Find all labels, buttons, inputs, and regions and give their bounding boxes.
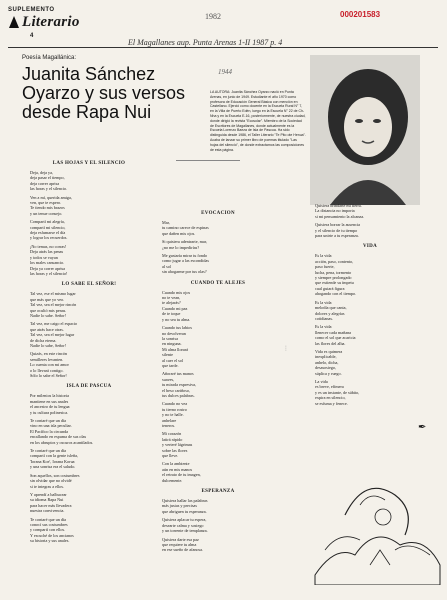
stanza: Es la vida melodía que canta, dolores y alegrías cotidianas.: [315, 299, 347, 321]
stanza: Es la vida llenecer cada mañana como el sol que acaricia las flores del alba.: [315, 324, 356, 346]
supplement-label: SUPLEMENTO: [8, 7, 55, 13]
divider: [176, 160, 240, 161]
stanza: Quisiera hallar las palabras más justas y precisas que abriguen tu esperanza.: [162, 498, 208, 514]
year-stamp: 1982: [205, 12, 221, 21]
poem-title: ISLA DE PASCUA: [66, 384, 112, 390]
stanza: Con la ambiente aún en mis manos el retrato de tu imagen, dulcemente.: [162, 461, 201, 483]
stanza: Quisiera aplacar tu espera, desearte calma y sosiego y un torrente de templanza.: [162, 517, 208, 534]
poem-title: VIDA: [363, 244, 377, 250]
stanza: Quisiera borrar la ausencia y el silencio de tu tiempo para unirte a tu esperanza.: [315, 222, 360, 239]
stanza: Compartí mi alegría, compartí mi silencio, deja esfumarse el día y lograr los recuerdos.: [30, 219, 68, 241]
brand-title: Literario: [22, 14, 80, 30]
stanza: Te contaré que un día compartí con la gente isleña, 'Iorana Koe', Iorana Korua y una sonrisa era el saludo.: [30, 448, 79, 470]
side-note: 1944: [218, 68, 232, 76]
stanza: Añoraré tus manos suaves, tu mirada expresiva, el beso cariñoso, tus dulces palabras.: [162, 371, 197, 398]
stanza: Tal vez, me caigo el espacio que atrás hace otras. Tal vez, sea el mejor lugar de dicha eterna. Nadie lo sabe, Señor!: [30, 321, 78, 348]
stanza: Vida es quimera inexplicable, anhelo, dicha, desasosiego, súplica y ruego.: [315, 348, 343, 376]
stanza: Quizás, en este rincón semilleres levanten. Lo cuenta con mi amor o lo llevará contigo. Sólo lo sabe el Señor!: [30, 351, 69, 378]
header-rule: [8, 47, 438, 48]
stanza: Cuando mis ojos no te vean, te alejarás? Cuando mi paz de te toque y no sea tu alma.: [162, 289, 191, 322]
stanza: ¡No temas, no corras! Deja atrás las penas y todos se vayan los males cansancio. Deja ya correr aprisa las horas y el silencio!: [30, 243, 68, 276]
pen-icon: ✒: [418, 422, 427, 433]
stanza: Y aprendí a balbucear su idioma Rapa Nui para hacer más llevadera nuestra convivencia.: [30, 491, 72, 514]
stanza: Mi corazón latirá rápido y verteré lágrimas sobre las flores que lleve.: [162, 431, 193, 459]
stanza: Te contaré que un día conocí sus costumbres y compartí con ellos. Y escuché de los ancianos su historia y sus anales.: [30, 516, 74, 544]
island-illustration: [305, 455, 443, 585]
photo-caption: LA AUTORA: Juanita Sánchez Oyarzo nació en Punta Arenas, en junio de 1949. Estudiante el año 1970 como profesora de Educación General Básica con mención en Castellano. Ejerció como docente en la Escuela Rural N° 7, en la Villa de Puerto Edén, luego en la Escuela N° 22 de Ch-Nha y en la Escuela E-16, posteriormente, de nuestra ciudad, donde dirigió la revista "Ecosolar". Miembro de la Sociedad de Escritores de Magallanes, donde actualmente es la Escuela Lorenzo Baeza de Isla de Pascua. Ha sido distinguida desde 1986, el Taller Literario "Te Pito ote Henua". Acaba de lanzar su primer libro de poemas titulado "Las hojas del silencio", de donde extractamos las composiciones de esta página.: [210, 90, 306, 152]
section-label: Poesía Magallánica:: [22, 55, 77, 61]
stanza: Mar, tu camino carece de espinas que dañen mis ojos.: [162, 220, 209, 236]
stanza: Por milenios la historia mantiene en sus anales el ancestro de tu lengua y tu cultura polinesica.: [30, 393, 70, 415]
stanza: Quisiera darte esa paz que requiere tu alma en ese sueño de afanosa.: [162, 536, 204, 553]
poem-title: LAS HOJAS Y EL SILENCIO: [52, 161, 126, 166]
stanza: Me gustaría mirar tu fondo como jugar a las escondidas al sol sin ahogarme por tus olas?: [162, 253, 209, 275]
author-photo: [310, 55, 420, 205]
stanza: La vida es breve, efímera y es un instante, de súbito, expira en silencio, se esfuma y fenece.: [315, 378, 360, 406]
column-left: [30, 155, 148, 547]
stanza: Si quisiera adentrarte, mar, ¿no me lo impedirías?: [162, 239, 208, 250]
stanza: Ven a mí, querida amiga, ven, que te espero. Te tiendo mis brazos y un tenue consejo.: [30, 194, 72, 216]
headline: Juanita Sánchez Oyarzo y sus versos desde Rapa Nui: [22, 64, 186, 122]
stanza: Tal vez, ese el mismo lugar que más que yo veo. Tal vez, sea el mejor rincón que ocultó mis penas. Nadie lo sabe. Señor!: [30, 291, 77, 318]
poem-title: CUANDO TE ALEJES: [190, 280, 246, 286]
stanza: Deja, deja ya, deja pasar el tiempo, deja correr aprisa las horas y el silencio.: [30, 170, 68, 192]
brand-icon: [8, 15, 20, 34]
decorative-dots: ⋮: [283, 345, 289, 352]
catalog-stamp: 000201583: [340, 10, 381, 19]
stanza: Quisiera brindarte mi tierra. La distancia no importa si mi pensamiento la alcanza.: [315, 203, 365, 219]
page-number: 4: [30, 33, 34, 39]
stanza: Son aquellos, son costumbres sin olvidar que no olvidé si te integras a ellos.: [30, 472, 80, 489]
stanza: Te contaré que un día vino en una isla peculiar. El Pacífico la circunda encallando en espuma de sus olas en los abruptos y oscuros acantilados.: [30, 418, 94, 445]
stanza: Cuando tus labios no devolveran la sonrisa en ninguna. Mi alma llorará silente al caer el sol que tarde.: [162, 325, 193, 368]
poem-title: ESPERANZA: [201, 489, 235, 495]
column-middle: [162, 205, 274, 556]
stanza: Cuando no vea tu tierno rostro y no te halle. anhelare teneros.: [162, 401, 188, 428]
poem-title: LO SABE EL SEÑOR!: [61, 282, 117, 288]
stanza: Es la vida acción, paso, contento, paso fuerte, lucha, pena, tormento y siempre prolongado que extiende su ímpetu cual guiará figura ahogando con el tiempo.: [315, 253, 357, 297]
handwritten-note: El Magallanes aup. Punta Arenas 1-II 1987 p. 4: [128, 38, 283, 47]
poem-title: EVOCACION: [201, 211, 235, 216]
column-right: [315, 203, 425, 409]
